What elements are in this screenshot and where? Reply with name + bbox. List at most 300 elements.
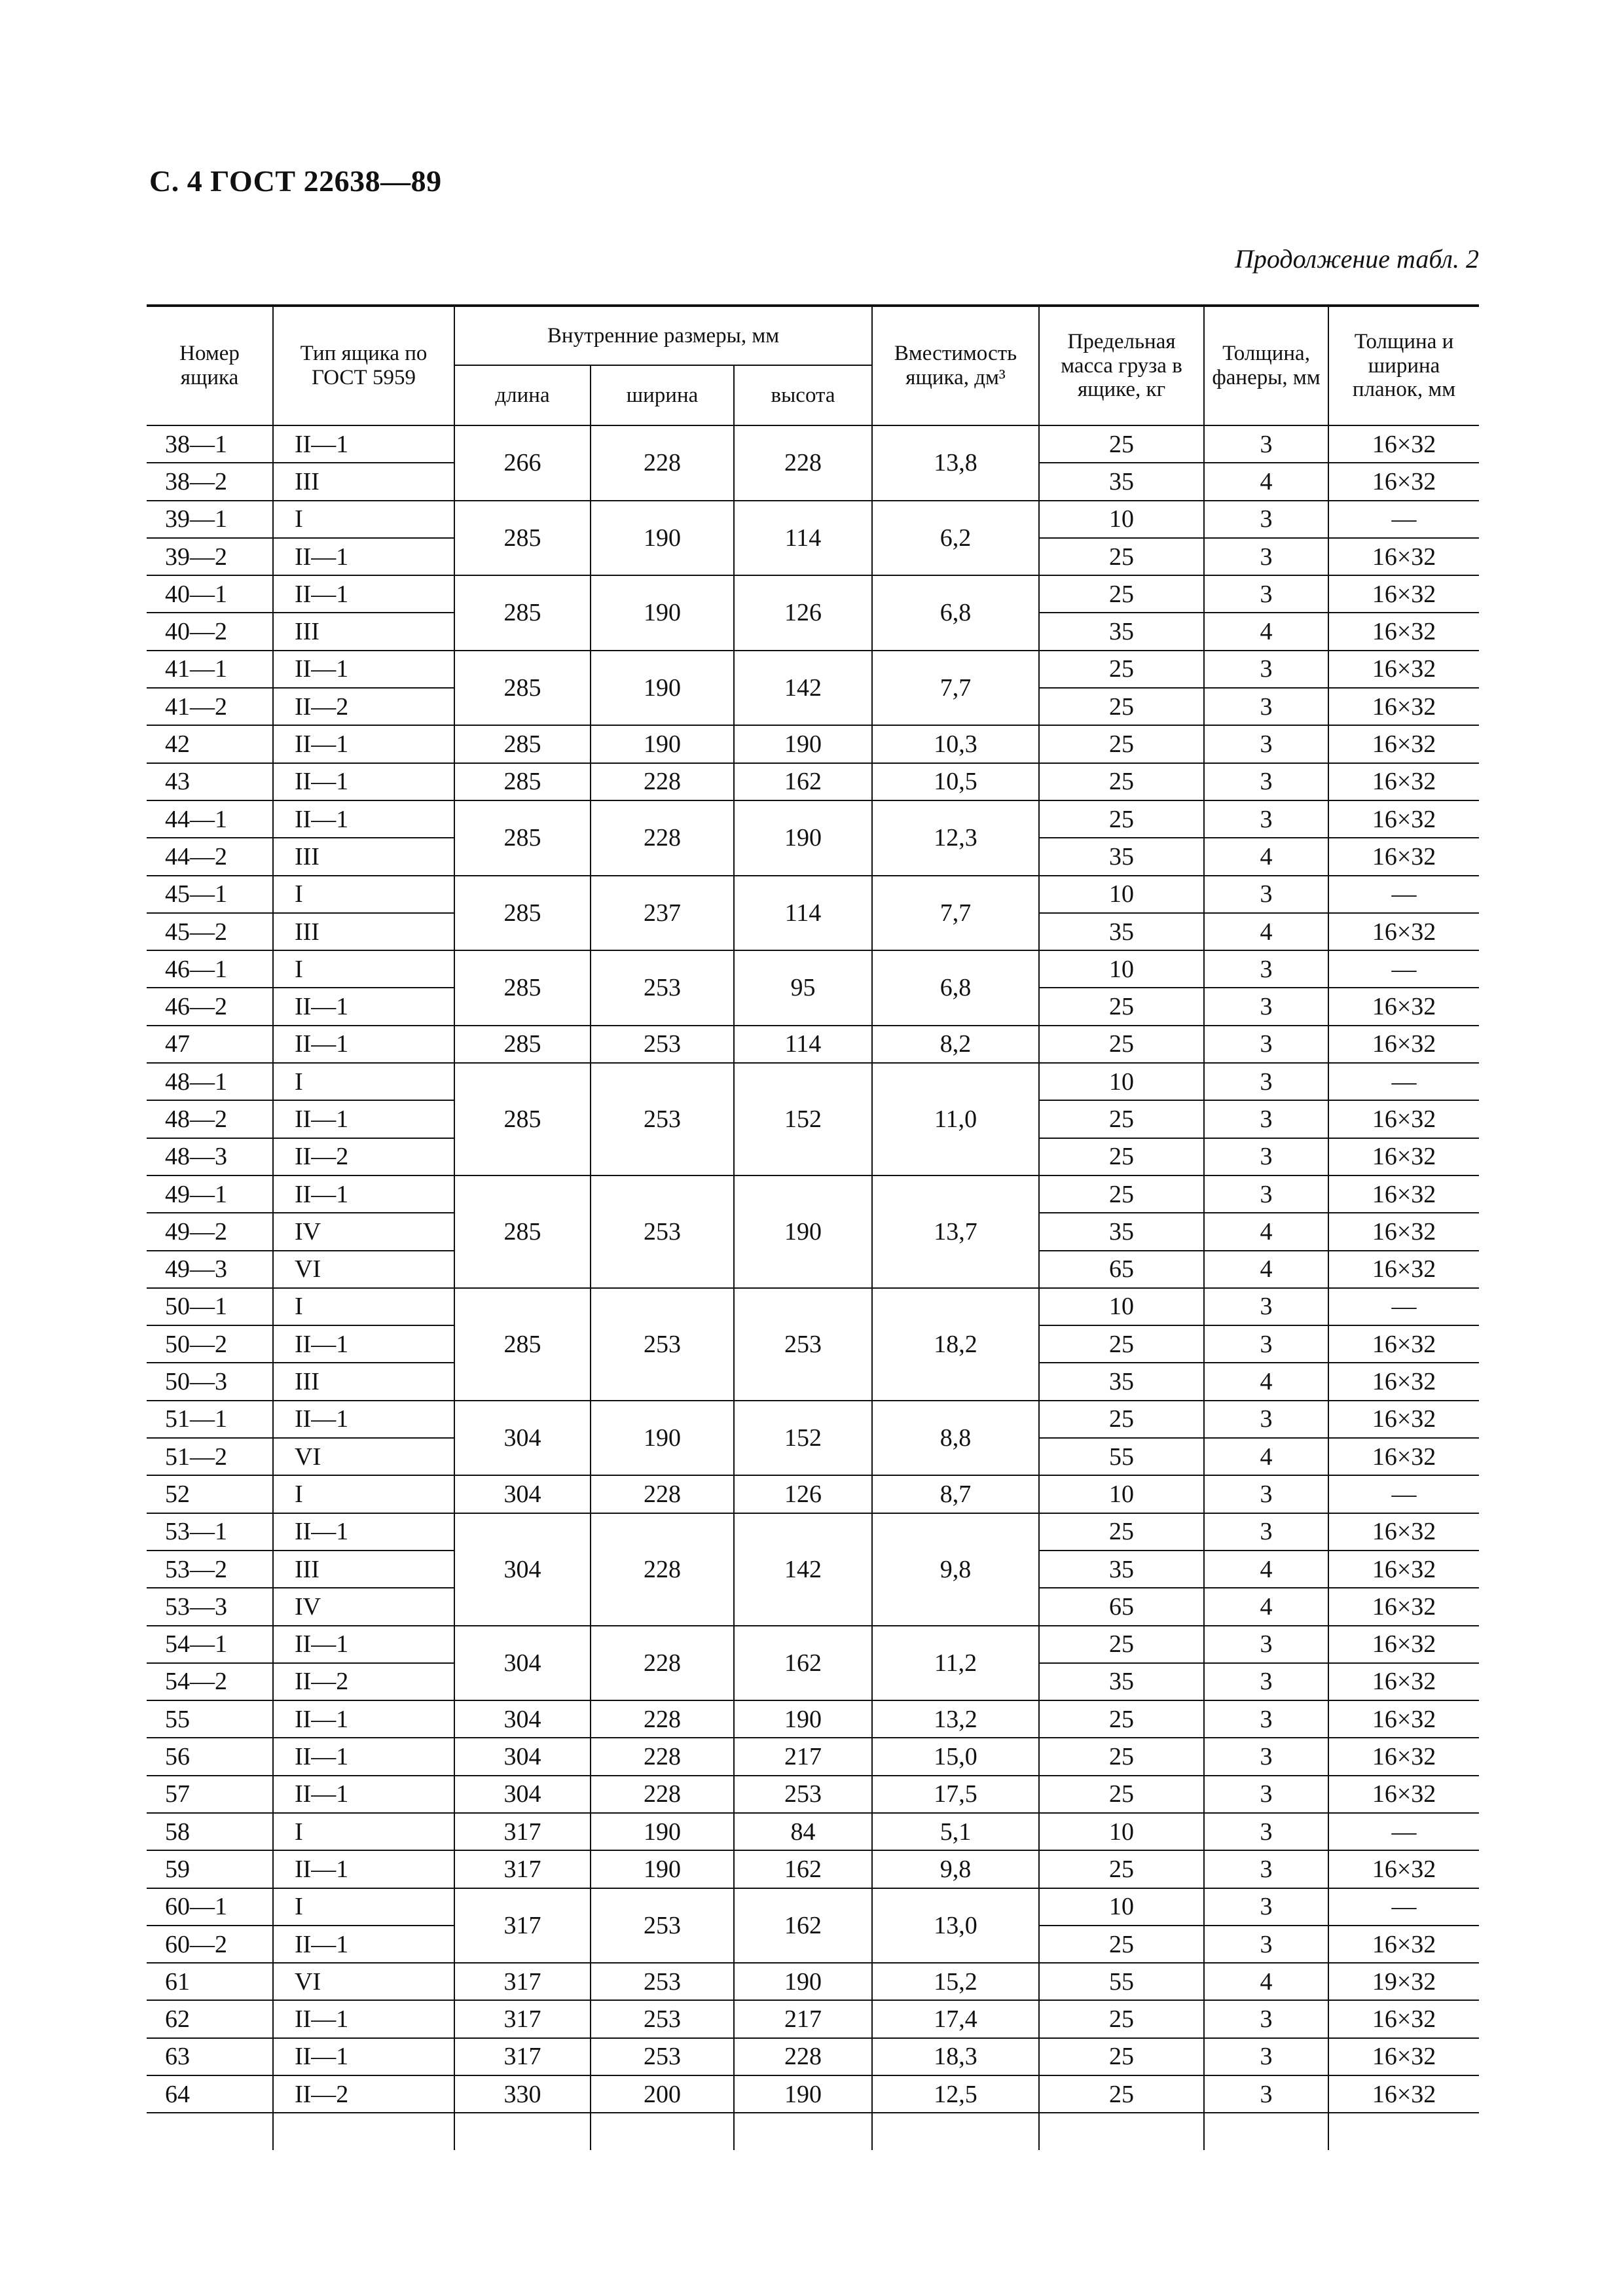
cell-box-number: 62 [147, 2000, 273, 2037]
cell-box-number: 50—1 [147, 1288, 273, 1325]
cell-volume: 7,7 [872, 876, 1039, 951]
box-dimensions-table [147, 304, 1479, 2150]
cell-box-type: II—1 [273, 538, 454, 575]
cell-planks: 16×32 [1328, 1438, 1479, 1475]
cell-box-type: I [273, 1063, 454, 1100]
cell-mass: 25 [1039, 688, 1204, 725]
cell-volume: 18,3 [872, 2038, 1039, 2075]
cell-box-number: 51—1 [147, 1401, 273, 1438]
cell-box-number: 59 [147, 1850, 273, 1888]
cell-height: 190 [734, 725, 872, 762]
cell-volume: 12,3 [872, 800, 1039, 876]
cell-height: 114 [734, 1026, 872, 1063]
cell-width: 253 [591, 1888, 734, 1964]
cell-box-type: II—1 [273, 763, 454, 800]
cell-mass: 65 [1039, 1588, 1204, 1625]
cell-box-type: II—1 [273, 1401, 454, 1438]
cell-box-number: 50—3 [147, 1363, 273, 1400]
cell-plywood: 3 [1204, 950, 1328, 988]
empty-cell [1328, 2113, 1479, 2149]
cell-mass: 25 [1039, 1175, 1204, 1213]
cell-box-type: II—1 [273, 1626, 454, 1663]
cell-plywood: 4 [1204, 1363, 1328, 1400]
cell-plywood: 4 [1204, 463, 1328, 500]
cell-width: 253 [591, 1288, 734, 1401]
cell-plywood: 3 [1204, 1175, 1328, 1213]
empty-cell [591, 2113, 734, 2149]
cell-mass: 25 [1039, 1738, 1204, 1775]
cell-length: 304 [454, 1700, 591, 1738]
cell-mass: 55 [1039, 1963, 1204, 2000]
cell-width: 253 [591, 2038, 734, 2075]
cell-mass: 25 [1039, 1926, 1204, 1963]
cell-height: 228 [734, 2038, 872, 2075]
cell-height: 162 [734, 1626, 872, 1701]
cell-width: 253 [591, 1963, 734, 2000]
table-row [147, 800, 1479, 838]
cell-box-type: III [273, 913, 454, 950]
cell-mass: 10 [1039, 950, 1204, 988]
cell-volume: 10,3 [872, 725, 1039, 762]
cell-box-type: II—1 [273, 988, 454, 1025]
table-row [147, 1288, 1479, 1325]
cell-mass: 10 [1039, 1813, 1204, 1850]
cell-volume: 8,8 [872, 1401, 1039, 1476]
cell-box-number: 45—2 [147, 913, 273, 950]
cell-planks: 16×32 [1328, 988, 1479, 1025]
empty-cell [872, 2113, 1039, 2149]
cell-box-type: I [273, 1475, 454, 1513]
cell-box-number: 51—2 [147, 1438, 273, 1475]
cell-plywood: 3 [1204, 1401, 1328, 1438]
cell-box-type: IV [273, 1213, 454, 1250]
cell-box-number: 58 [147, 1813, 273, 1850]
cell-length: 317 [454, 1850, 591, 1888]
cell-plywood: 3 [1204, 1325, 1328, 1363]
cell-plywood: 4 [1204, 1588, 1328, 1625]
cell-mass: 10 [1039, 1063, 1204, 1100]
empty-cell [734, 2113, 872, 2149]
cell-box-type: III [273, 1551, 454, 1588]
cell-box-type: I [273, 950, 454, 988]
cell-box-number: 46—2 [147, 988, 273, 1025]
cell-mass: 25 [1039, 763, 1204, 800]
cell-box-number: 38—2 [147, 463, 273, 500]
cell-box-type: III [273, 613, 454, 650]
cell-plywood: 3 [1204, 1813, 1328, 1850]
cell-height: 142 [734, 1513, 872, 1626]
table-row [147, 1513, 1479, 1551]
cell-volume: 15,0 [872, 1738, 1039, 1775]
cell-plywood: 4 [1204, 1963, 1328, 2000]
cell-box-number: 47 [147, 1026, 273, 1063]
cell-planks: 16×32 [1328, 1251, 1479, 1288]
cell-box-type: I [273, 876, 454, 913]
cell-length: 285 [454, 763, 591, 800]
cell-length: 285 [454, 1063, 591, 1175]
cell-box-number: 60—1 [147, 1888, 273, 1926]
col-header-width: ширина [591, 365, 734, 425]
cell-box-number: 40—2 [147, 613, 273, 650]
cell-mass: 25 [1039, 425, 1204, 463]
cell-plywood: 3 [1204, 1063, 1328, 1100]
cell-planks: 16×32 [1328, 538, 1479, 575]
cell-length: 304 [454, 1513, 591, 1626]
cell-plywood: 3 [1204, 575, 1328, 613]
cell-planks: 16×32 [1328, 1100, 1479, 1138]
empty-cell [454, 2113, 591, 2149]
cell-width: 237 [591, 876, 734, 951]
cell-height: 114 [734, 876, 872, 951]
table-row [147, 2075, 1479, 2113]
cell-height: 190 [734, 1175, 872, 1288]
table-body [147, 425, 1479, 2150]
cell-height: 162 [734, 1888, 872, 1964]
cell-planks: — [1328, 1063, 1479, 1100]
cell-width: 200 [591, 2075, 734, 2113]
table-row [147, 725, 1479, 762]
cell-plywood: 3 [1204, 501, 1328, 538]
cell-box-number: 41—2 [147, 688, 273, 725]
cell-box-number: 54—2 [147, 1663, 273, 1700]
cell-length: 317 [454, 2038, 591, 2075]
cell-height: 126 [734, 1475, 872, 1513]
cell-box-number: 60—2 [147, 1926, 273, 1963]
cell-mass: 25 [1039, 1100, 1204, 1138]
cell-mass: 25 [1039, 1026, 1204, 1063]
cell-length: 317 [454, 1963, 591, 2000]
cell-planks: 16×32 [1328, 913, 1479, 950]
cell-width: 228 [591, 1475, 734, 1513]
table-row [147, 1776, 1479, 1813]
cell-mass: 25 [1039, 1626, 1204, 1663]
cell-length: 285 [454, 876, 591, 951]
cell-width: 190 [591, 1813, 734, 1850]
cell-width: 228 [591, 1738, 734, 1775]
cell-length: 317 [454, 1888, 591, 1964]
cell-mass: 25 [1039, 1401, 1204, 1438]
cell-planks: — [1328, 1288, 1479, 1325]
table-row [147, 763, 1479, 800]
cell-box-type: II—1 [273, 1700, 454, 1738]
table-row [147, 1700, 1479, 1738]
cell-planks: 16×32 [1328, 2000, 1479, 2037]
cell-box-type: I [273, 1813, 454, 1850]
cell-box-number: 54—1 [147, 1626, 273, 1663]
cell-mass: 35 [1039, 913, 1204, 950]
cell-width: 253 [591, 2000, 734, 2037]
cell-mass: 65 [1039, 1251, 1204, 1288]
table-row [147, 950, 1479, 988]
cell-height: 228 [734, 425, 872, 501]
cell-plywood: 3 [1204, 1026, 1328, 1063]
cell-width: 253 [591, 1026, 734, 1063]
cell-box-type: II—2 [273, 688, 454, 725]
cell-planks: 16×32 [1328, 1776, 1479, 1813]
empty-cell [1204, 2113, 1328, 2149]
cell-box-number: 39—1 [147, 501, 273, 538]
cell-plywood: 3 [1204, 1926, 1328, 1963]
cell-mass: 35 [1039, 1213, 1204, 1250]
cell-length: 304 [454, 1626, 591, 1701]
cell-box-type: I [273, 1888, 454, 1926]
cell-planks: 16×32 [1328, 763, 1479, 800]
cell-plywood: 3 [1204, 1738, 1328, 1775]
cell-plywood: 4 [1204, 1251, 1328, 1288]
cell-mass: 25 [1039, 575, 1204, 613]
cell-mass: 25 [1039, 1776, 1204, 1813]
cell-box-type: II—1 [273, 1100, 454, 1138]
cell-mass: 10 [1039, 1475, 1204, 1513]
empty-cell [273, 2113, 454, 2149]
cell-box-type: II—1 [273, 575, 454, 613]
cell-volume: 13,0 [872, 1888, 1039, 1964]
cell-box-number: 53—3 [147, 1588, 273, 1625]
cell-mass: 25 [1039, 538, 1204, 575]
table-row [147, 1063, 1479, 1100]
cell-box-number: 49—1 [147, 1175, 273, 1213]
cell-width: 190 [591, 725, 734, 762]
cell-box-type: II—1 [273, 1926, 454, 1963]
cell-height: 190 [734, 1700, 872, 1738]
cell-box-number: 52 [147, 1475, 273, 1513]
cell-plywood: 4 [1204, 613, 1328, 650]
cell-width: 253 [591, 950, 734, 1026]
cell-planks: 16×32 [1328, 1926, 1479, 1963]
cell-width: 228 [591, 1776, 734, 1813]
cell-plywood: 3 [1204, 876, 1328, 913]
cell-box-number: 63 [147, 2038, 273, 2075]
col-header-type: Тип ящика по ГОСТ 5959 [273, 306, 454, 425]
cell-plywood: 3 [1204, 1626, 1328, 1663]
cell-box-type: II—2 [273, 1663, 454, 1700]
cell-planks: 16×32 [1328, 1738, 1479, 1775]
cell-volume: 17,4 [872, 2000, 1039, 2037]
cell-box-number: 53—1 [147, 1513, 273, 1551]
cell-plywood: 3 [1204, 1850, 1328, 1888]
page-header: С. 4 ГОСТ 22638—89 [149, 164, 442, 198]
cell-mass: 35 [1039, 838, 1204, 875]
col-header-volume-text: Вместимость ящика, дм³ [894, 342, 1017, 389]
cell-planks: 16×32 [1328, 1175, 1479, 1213]
cell-box-type: I [273, 501, 454, 538]
cell-plywood: 3 [1204, 1138, 1328, 1175]
cell-box-type: VI [273, 1963, 454, 2000]
cell-box-number: 49—3 [147, 1251, 273, 1288]
cell-mass: 25 [1039, 725, 1204, 762]
cell-plywood: 3 [1204, 1776, 1328, 1813]
cell-box-number: 41—1 [147, 651, 273, 688]
cell-planks: 16×32 [1328, 613, 1479, 650]
cell-planks: 16×32 [1328, 463, 1479, 500]
table-row [147, 1963, 1479, 2000]
table-row [147, 2038, 1479, 2075]
cell-plywood: 4 [1204, 913, 1328, 950]
cell-planks: — [1328, 1888, 1479, 1926]
cell-length: 285 [454, 575, 591, 651]
cell-height: 152 [734, 1401, 872, 1476]
cell-plywood: 4 [1204, 1551, 1328, 1588]
cell-height: 217 [734, 2000, 872, 2037]
cell-box-type: II—1 [273, 651, 454, 688]
cell-volume: 10,5 [872, 763, 1039, 800]
table-row [147, 1850, 1479, 1888]
cell-plywood: 3 [1204, 725, 1328, 762]
cell-plywood: 3 [1204, 763, 1328, 800]
cell-length: 304 [454, 1475, 591, 1513]
cell-planks: 16×32 [1328, 651, 1479, 688]
cell-plywood: 4 [1204, 838, 1328, 875]
cell-width: 190 [591, 575, 734, 651]
cell-mass: 10 [1039, 501, 1204, 538]
cell-plywood: 3 [1204, 688, 1328, 725]
cell-plywood: 3 [1204, 1100, 1328, 1138]
cell-height: 190 [734, 1963, 872, 2000]
cell-width: 190 [591, 1401, 734, 1476]
cell-length: 304 [454, 1738, 591, 1775]
cell-mass: 25 [1039, 800, 1204, 838]
cell-volume: 17,5 [872, 1776, 1039, 1813]
cell-planks: 16×32 [1328, 725, 1479, 762]
cell-box-number: 44—1 [147, 800, 273, 838]
cell-width: 253 [591, 1063, 734, 1175]
cell-plywood: 3 [1204, 425, 1328, 463]
cell-length: 285 [454, 501, 591, 576]
cell-mass: 10 [1039, 1888, 1204, 1926]
cell-box-number: 40—1 [147, 575, 273, 613]
cell-planks: 16×32 [1328, 1700, 1479, 1738]
cell-width: 190 [591, 501, 734, 576]
cell-length: 285 [454, 725, 591, 762]
table-row [147, 425, 1479, 463]
cell-volume: 9,8 [872, 1850, 1039, 1888]
table-row [147, 2000, 1479, 2037]
cell-volume: 13,2 [872, 1700, 1039, 1738]
cell-mass: 25 [1039, 2000, 1204, 2037]
cell-planks: 16×32 [1328, 575, 1479, 613]
cell-box-number: 53—2 [147, 1551, 273, 1588]
cell-width: 228 [591, 800, 734, 876]
cell-plywood: 3 [1204, 2038, 1328, 2075]
cell-box-number: 56 [147, 1738, 273, 1775]
cell-height: 253 [734, 1288, 872, 1401]
cell-planks: 16×32 [1328, 1663, 1479, 1700]
cell-planks: 16×32 [1328, 1026, 1479, 1063]
cell-box-number: 50—2 [147, 1325, 273, 1363]
cell-length: 285 [454, 1026, 591, 1063]
cell-planks: 16×32 [1328, 1325, 1479, 1363]
cell-length: 285 [454, 1175, 591, 1288]
cell-planks: — [1328, 950, 1479, 988]
cell-box-type: VI [273, 1438, 454, 1475]
cell-mass: 25 [1039, 988, 1204, 1025]
cell-length: 285 [454, 1288, 591, 1401]
cell-volume: 18,2 [872, 1288, 1039, 1401]
cell-box-type: I [273, 1288, 454, 1325]
table-row [147, 1626, 1479, 1663]
cell-box-type: II—1 [273, 800, 454, 838]
cell-width: 228 [591, 1513, 734, 1626]
cell-length: 317 [454, 2000, 591, 2037]
cell-mass: 35 [1039, 1363, 1204, 1400]
cell-box-type: II—1 [273, 2038, 454, 2075]
cell-height: 253 [734, 1776, 872, 1813]
cell-width: 228 [591, 425, 734, 501]
table-row [147, 1026, 1479, 1063]
cell-length: 304 [454, 1776, 591, 1813]
cell-width: 228 [591, 1700, 734, 1738]
cell-height: 190 [734, 800, 872, 876]
cell-box-type: II—1 [273, 1175, 454, 1213]
cell-box-number: 38—1 [147, 425, 273, 463]
cell-width: 190 [591, 651, 734, 726]
cell-box-type: III [273, 838, 454, 875]
cell-mass: 25 [1039, 1850, 1204, 1888]
cell-box-number: 43 [147, 763, 273, 800]
cell-planks: 16×32 [1328, 1850, 1479, 1888]
cell-mass: 25 [1039, 1138, 1204, 1175]
cell-planks: 16×32 [1328, 425, 1479, 463]
col-header-inner-dimensions: Внутренние размеры, мм [454, 306, 872, 365]
cell-box-number: 42 [147, 725, 273, 762]
cell-height: 190 [734, 2075, 872, 2113]
table-continuation-label: Продолжение табл. 2 [1234, 244, 1479, 274]
col-header-plywood: Толщина, фанеры, мм [1204, 306, 1328, 425]
cell-box-number: 61 [147, 1963, 273, 2000]
cell-plywood: 3 [1204, 1888, 1328, 1926]
cell-planks: 16×32 [1328, 2075, 1479, 2113]
cell-planks: — [1328, 876, 1479, 913]
cell-mass: 35 [1039, 1663, 1204, 1700]
col-header-mass: Предельная масса груза в ящике, кг [1039, 306, 1204, 425]
cell-plywood: 3 [1204, 1475, 1328, 1513]
cell-volume: 6,2 [872, 501, 1039, 576]
cell-volume: 5,1 [872, 1813, 1039, 1850]
cell-volume: 6,8 [872, 950, 1039, 1026]
cell-length: 285 [454, 651, 591, 726]
cell-mass: 25 [1039, 1513, 1204, 1551]
cell-box-type: II—1 [273, 1513, 454, 1551]
cell-planks: — [1328, 1475, 1479, 1513]
cell-mass: 25 [1039, 651, 1204, 688]
cell-mass: 10 [1039, 1288, 1204, 1325]
cell-box-number: 57 [147, 1776, 273, 1813]
cell-height: 126 [734, 575, 872, 651]
cell-box-number: 49—2 [147, 1213, 273, 1250]
cell-length: 330 [454, 2075, 591, 2113]
cell-plywood: 4 [1204, 1213, 1328, 1250]
cell-plywood: 3 [1204, 538, 1328, 575]
cell-planks: 16×32 [1328, 1626, 1479, 1663]
cell-box-type: II—1 [273, 1776, 454, 1813]
table-row [147, 1475, 1479, 1513]
cell-mass: 10 [1039, 876, 1204, 913]
cell-height: 114 [734, 501, 872, 576]
cell-box-type: II—1 [273, 1325, 454, 1363]
cell-plywood: 3 [1204, 651, 1328, 688]
cell-plywood: 3 [1204, 2000, 1328, 2037]
cell-box-type: II—1 [273, 725, 454, 762]
cell-length: 304 [454, 1401, 591, 1476]
cell-box-type: II—1 [273, 1738, 454, 1775]
cell-height: 162 [734, 763, 872, 800]
cell-plywood: 3 [1204, 1663, 1328, 1700]
cell-box-type: II—1 [273, 2000, 454, 2037]
cell-box-number: 44—2 [147, 838, 273, 875]
cell-width: 253 [591, 1175, 734, 1288]
cell-box-type: II—1 [273, 1850, 454, 1888]
col-header-number: Номер ящика [147, 306, 273, 425]
